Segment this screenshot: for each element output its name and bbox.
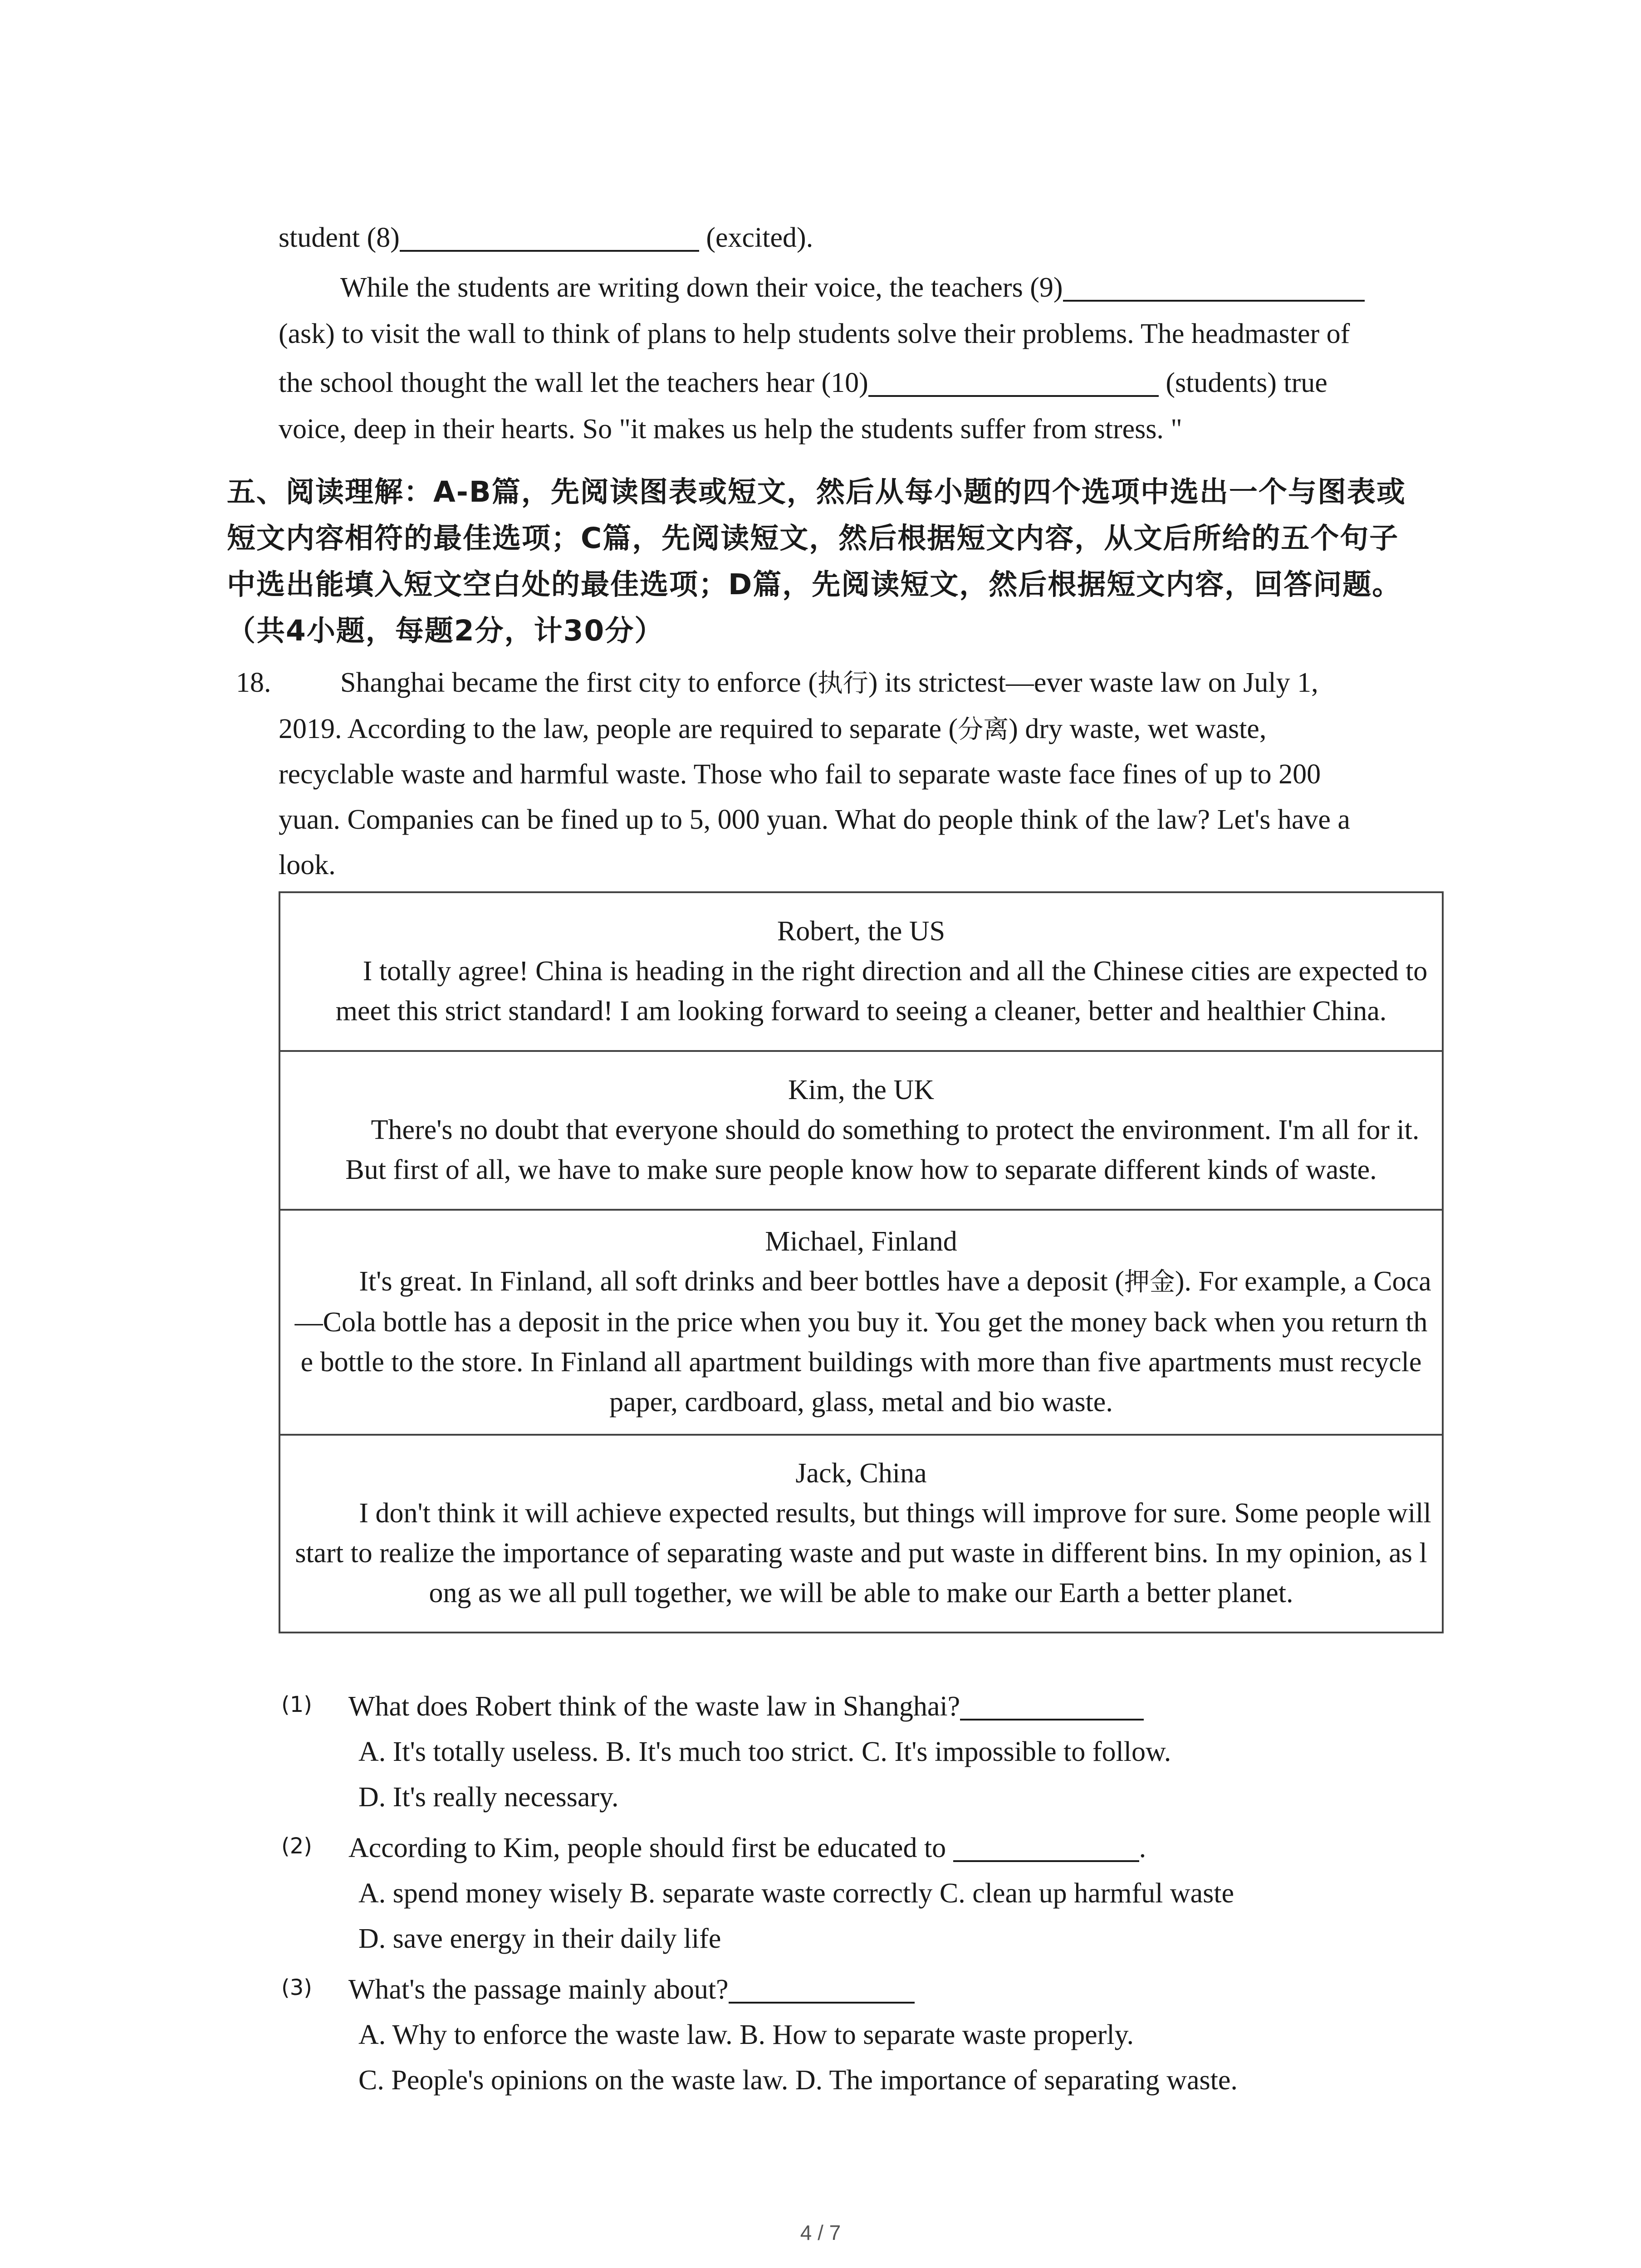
answer-blank-10[interactable]	[868, 367, 1159, 397]
answer-blank-q3[interactable]	[729, 1974, 915, 2004]
question-3-options-line-2: C. People's opinions on the waste law. D. The importance of separating waste.	[358, 2065, 1238, 2096]
cloze-line-ask: (ask) to visit the wall to think of plans to help students solve their problems. The headmaster of	[279, 318, 1350, 349]
page-number: 4 / 7	[800, 2221, 841, 2244]
opinion-cell-michael	[279, 1210, 1443, 1435]
question-index-3: (3)	[281, 1975, 312, 2000]
question-1-options-line-2: D. It's really necessary.	[358, 1782, 619, 1813]
question-index-1: (1)	[281, 1692, 312, 1717]
answer-blank-q1[interactable]	[960, 1691, 1144, 1721]
cloze-line-9: While the students are writing down their voice, the teachers (9)	[340, 265, 1365, 310]
cloze-line-10: the school thought the wall let the teachers hear (10) (students) true	[279, 367, 1327, 398]
opinion-text: There's no doubt that everyone should do something to protect the environment. I'm all for it. But first of all, we have to make sure people know how to separate different kinds of waste.	[345, 1114, 1420, 1185]
passage-line-4: yuan. Companies can be fined up to 5, 000 yuan. What do people think of the law? Let's have a	[279, 804, 1350, 835]
opinion-cell-jack	[279, 1435, 1443, 1633]
opinion-row	[279, 1210, 1443, 1435]
passage-line-3: recyclable waste and harmful waste. Those who fail to separate waste face fines of up to 200	[279, 759, 1321, 790]
opinion-row	[279, 1435, 1443, 1633]
section-heading-line-4: （共4小题，每题2分，计30分）	[227, 614, 664, 647]
question-number: 18.	[236, 667, 271, 698]
passage-line-5: look.	[279, 850, 336, 880]
opinion-author: Jack, China	[795, 1458, 927, 1489]
opinion-row	[279, 1051, 1443, 1210]
opinions-table	[279, 891, 1444, 1633]
section-heading-line-1: 五、阅读理解：A-B篇，先阅读图表或短文，然后从每小题的四个选项中选出一个与图表或	[227, 475, 1406, 508]
passage-line-1: Shanghai became the first city to enforce (执行) its strictest—ever waste law on July 1,	[340, 667, 1318, 698]
opinion-cell-robert	[279, 892, 1443, 1051]
cloze-line-end: voice, deep in their hearts. So "it makes us help the students suffer from stress. "	[279, 414, 1182, 445]
opinion-author: Robert, the US	[777, 916, 945, 947]
question-text-3: What's the passage mainly about?	[348, 1967, 915, 2012]
opinion-text: It's great. In Finland, all soft drinks and beer bottles have a deposit (押金). For example, a Coca—Cola bottle has a deposit in the price when you buy it. You get the money back when you return the bottle to the store. In Finland all apartment buildings with more than five apartments must recycle paper, cardboard, glass, metal and bio waste.	[294, 1266, 1431, 1418]
question-2-options-line-2: D. save energy in their daily life	[358, 1923, 721, 1954]
question-3-options-line-1: A. Why to enforce the waste law. B. How to separate waste properly.	[358, 2019, 1134, 2050]
section-heading-line-2: 短文内容相符的最佳选项；C篇，先阅读短文，然后根据短文内容，从文后所给的五个句子	[227, 522, 1399, 555]
question-text-1: What does Robert think of the waste law in Shanghai?	[348, 1684, 1144, 1729]
opinion-cell-kim	[279, 1051, 1443, 1210]
section-heading-line-3: 中选出能填入短文空白处的最佳选项；D篇，先阅读短文，然后根据短文内容，回答问题。	[227, 568, 1402, 601]
opinion-text: I totally agree! China is heading in the right direction and all the Chinese cities are expected to meet this strict standard! I am looking forward to seeing a cleaner, better and healthier China.	[335, 956, 1428, 1026]
opinion-text: I don't think it will achieve expected results, but things will improve for sure. Some people will start to realize the importance of separating waste and put waste in different bins. In my opinion, as long as we all pull together, we will be able to make our Earth a better planet.	[295, 1498, 1431, 1608]
question-text-2: According to Kim, people should first be educated to .	[348, 1833, 1146, 1863]
question-1-options-line-1: A. It's totally useless. B. It's much too strict. C. It's impossible to follow.	[358, 1736, 1171, 1767]
passage-line-2: 2019. According to the law, people are required to separate (分离) dry waste, wet waste,	[279, 714, 1267, 744]
question-2-options-line-1: A. spend money wisely B. separate waste correctly C. clean up harmful waste	[358, 1878, 1234, 1909]
opinion-author: Michael, Finland	[765, 1226, 957, 1257]
cloze-line-8: student (8) (excited).	[279, 222, 813, 253]
opinion-row	[279, 892, 1443, 1051]
answer-blank-8[interactable]	[400, 222, 699, 252]
answer-blank-q2[interactable]	[953, 1832, 1139, 1862]
answer-blank-9[interactable]	[1063, 272, 1365, 302]
question-index-2: (2)	[281, 1833, 312, 1859]
opinion-author: Kim, the UK	[788, 1075, 935, 1105]
